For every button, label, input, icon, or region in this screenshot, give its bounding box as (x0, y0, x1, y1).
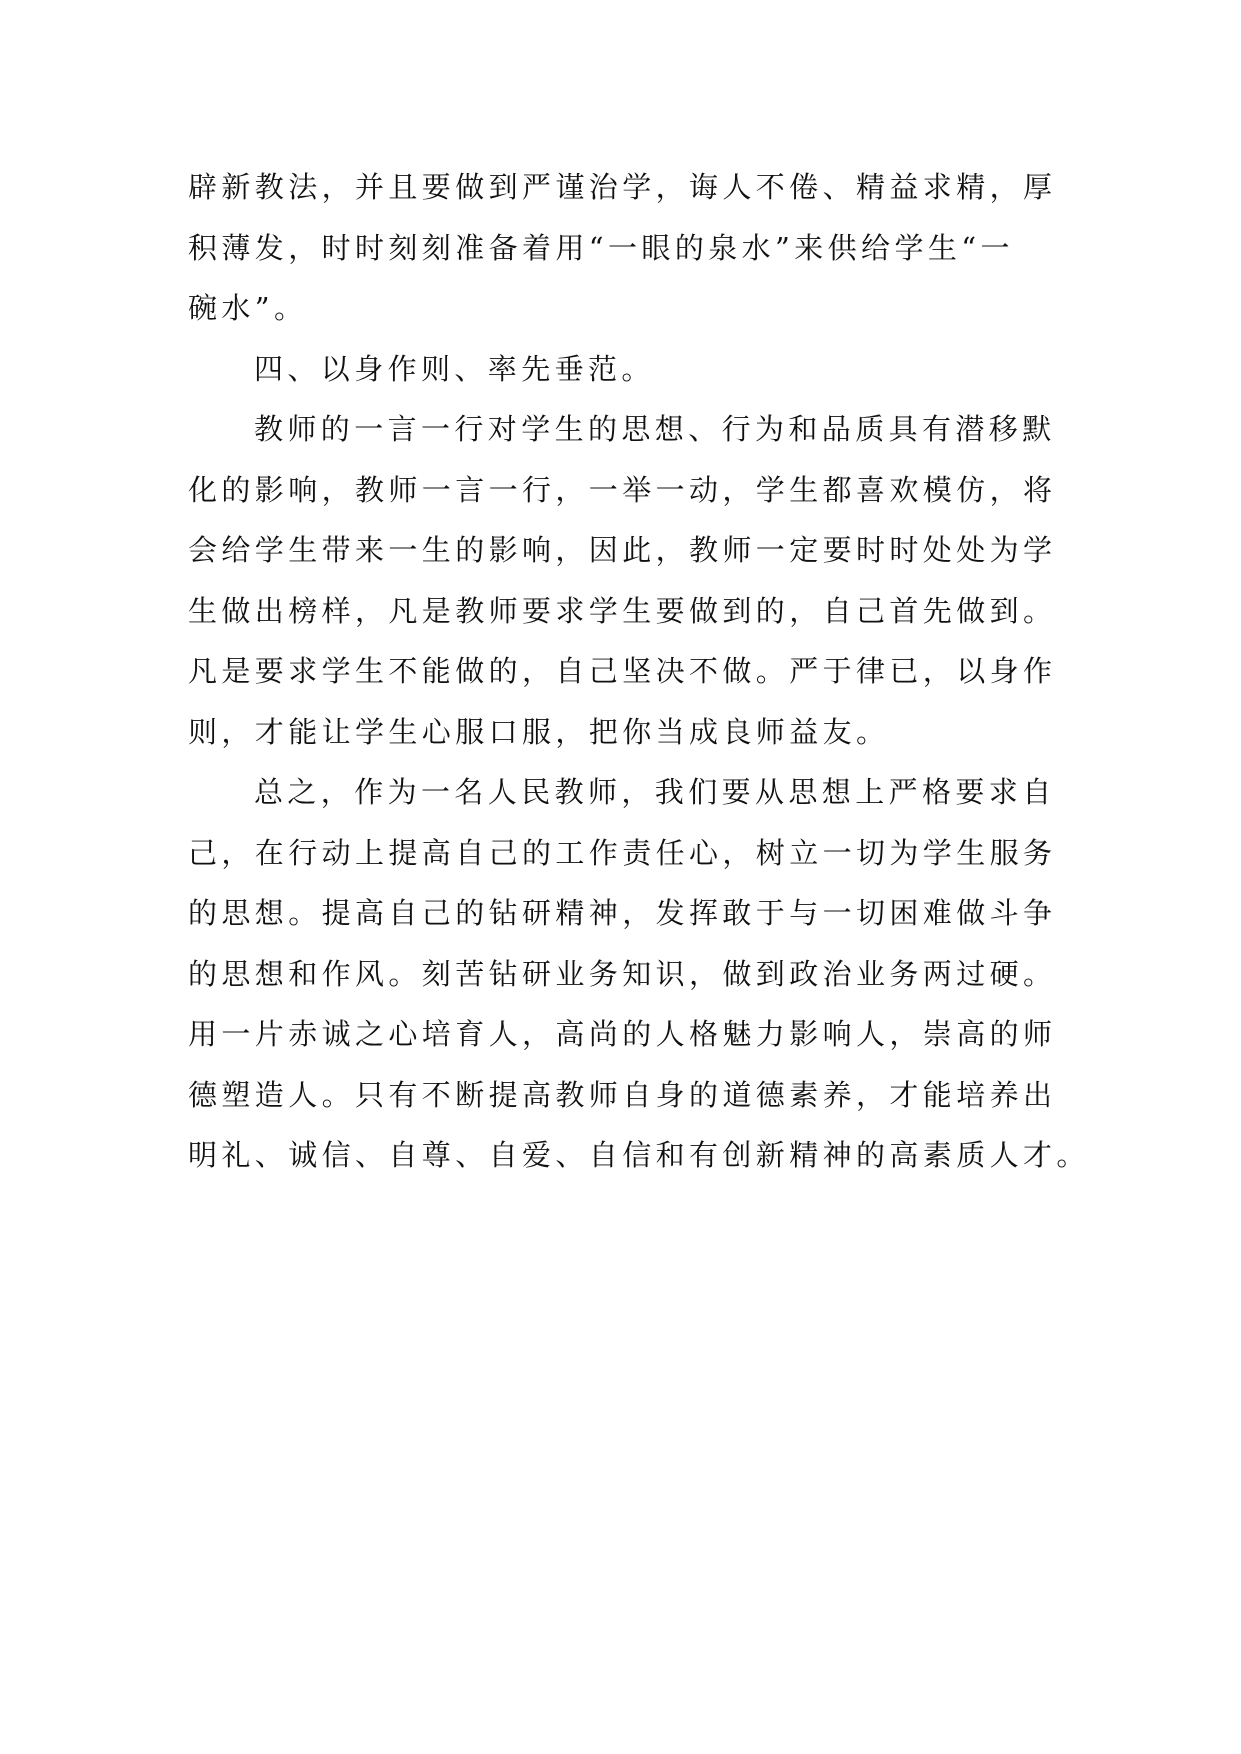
text-line: 教师的一言一行对学生的思想、行为和品质具有潜移默 (254, 412, 1056, 446)
text-line: 碗水”。 (188, 291, 308, 325)
text-line: 总之，作为一名人民教师，我们要从思想上严格要求自 (254, 775, 1056, 809)
text-line: 德塑造人。只有不断提高教师自身的道德素养，才能培养出 (188, 1077, 1057, 1112)
text-line: 的思想。提高自己的钻研精神，发挥敢于与一切困难做斗争 (188, 896, 1057, 930)
text-line: 会给学生带来一生的影响，因此，教师一定要时时处处为学 (188, 533, 1057, 567)
text-line: 化的影响，教师一言一行，一举一动，学生都喜欢模仿，将 (188, 472, 1057, 507)
text-line: 明礼、诚信、自尊、自爱、自信和有创新精神的高素质人才。 (188, 1138, 1090, 1172)
text-line: 辟新教法，并且要做到严谨治学，诲人不倦、精益求精，厚 (188, 170, 1057, 204)
text-line: 生做出榜样，凡是教师要求学生要做到的，自己首先做到。 (188, 593, 1057, 628)
text-line: 的思想和作风。刻苦钻研业务知识，做到政治业务两过硬。 (188, 956, 1057, 991)
text-line: 积薄发，时时刻刻准备着用“一眼的泉水”来供给学生“一 (188, 230, 1014, 265)
text-line: 凡是要求学生不能做的，自己坚决不做。严于律已，以身作 (188, 654, 1057, 688)
text-line: 则，才能让学生心服口服，把你当成良师益友。 (188, 714, 890, 749)
document-page (188, 157, 1090, 1186)
text-line: 用一片赤诚之心培育人，高尚的人格魅力影响人，崇高的师 (188, 1017, 1057, 1051)
text-line: 己，在行动上提高自己的工作责任心，树立一切为学生服务 (188, 835, 1057, 870)
section-heading: 四、以身作则、率先垂范。 (254, 351, 655, 386)
